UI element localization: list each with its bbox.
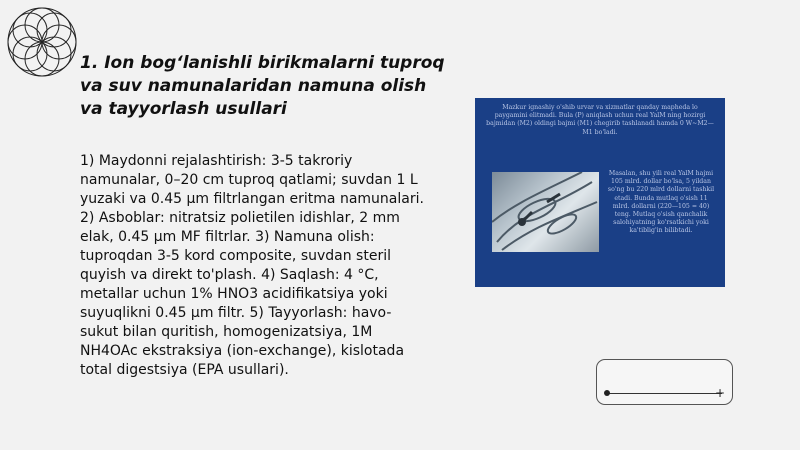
panel-top-text: Mazkur ignashiy o'shib urvar va xizmatlar qanday mapheda lo paygamini elitmadi. Bula (P) aniqlash uchun real YalM ning hozirgi bajmidan (M2) oldingi bajmi (M1) chegirib tashlanadi hamda 0 W~M2—M1 bo'ladi. (486, 104, 714, 136)
slide-body-text: 1) Maydonni rejalashtirish: 3-5 takroriy namunalar, 0–20 cm tuproq qatlami; suvdan 1 L yuzaki va 0.45 µm filtrlangan eritma namunalari. 2) Asboblar: nitratsiz polietilen idishlar, 2 mm elak, 0.45 µm MF filtrlar. 3) Namuna olish: tuproqdan 3-5 kord composite, suvdan steril quyish va direkt to'plash. 4) Saqlash: 4 °C, metallar uchun 1% HNO3 acidifikatsiya yoki suyuqlikni 0.45 µm filtr. 5) Tayyorlash: havo-sukut bilan quritish, homogenizatsiya, 1M NH4OAc ekstraksiya (ion-exchange), kislotada total digestsiya (EPA usullari). (80, 153, 424, 378)
embedded-document-image (475, 98, 725, 287)
slide-title: 1. Ion bog‘lanishli birikmalarni tuproq va suv namunalaridan namuna olish va tayyorlash usullari (80, 53, 445, 119)
plus-icon[interactable]: + (715, 386, 726, 400)
mechanical-parts-photo-icon (492, 172, 599, 252)
slider-control[interactable] (596, 359, 733, 405)
slider-track[interactable] (606, 393, 722, 394)
dot-icon[interactable] (604, 390, 610, 396)
panel-side-text: Masalan, shu yili real YalM hajmi 105 mlrd. dollar bo'lsa, 5 yildan so'ng bu 220 mlrd dollarni tashkil etadi. Bunda mutlaq o'sish 11 mlrd. dollarni (220—105 = 40) teng. Mutlaq o'sish qanchalik salohiyatning ko'rsatkichi yoki ka'tiblig'in bilibtadi. (607, 170, 715, 235)
logo-rosette-icon (4, 4, 80, 80)
